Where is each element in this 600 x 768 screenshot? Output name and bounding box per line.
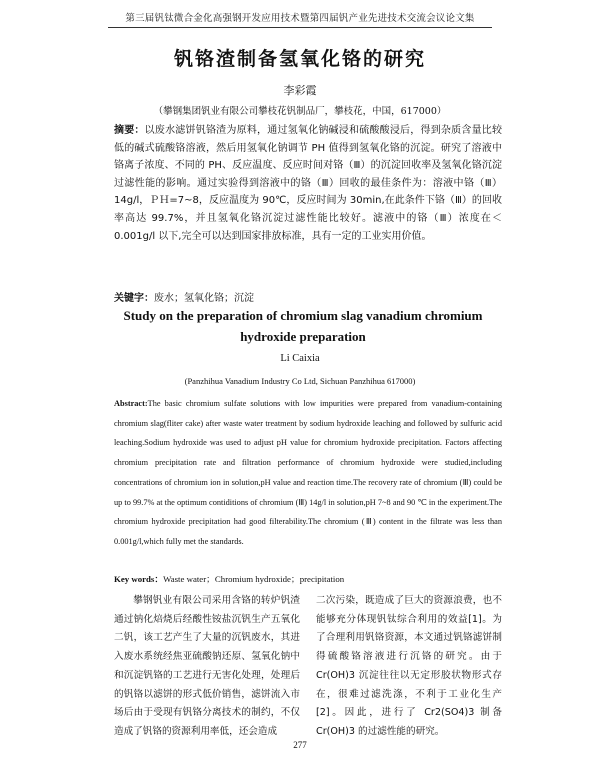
body-right-column xyxy=(316,592,502,742)
english-abstract xyxy=(114,394,502,552)
english-keywords-label: Key words： xyxy=(114,574,164,584)
english-abstract-label: Abstract: xyxy=(114,399,148,408)
chinese-abstract xyxy=(114,122,502,245)
english-keywords xyxy=(114,572,344,585)
chinese-keywords-label: 关键字： xyxy=(114,293,154,304)
chinese-affiliation: （攀钢集团钒业有限公司攀枝花钒制品厂，攀枝花，中国，617000） xyxy=(153,106,447,117)
body-right-paragraph: 二次污染，既造成了巨大的资源浪费，也不能够充分体现钒钛综合利用的效益[1]。为了合理利用钒铬资源，本文通过钒铬滤饼制得硫酸铬溶液进行沉铬的研究。由于 Cr(OH)3 沉淀往往以无定形胶状物形式存在，很难过滤洗涤，不利于工业化生产[2]。因此，进行了 Cr2(SO4)3 制备 Cr(OH)3 的过滤性能的研究。 xyxy=(316,595,502,737)
header-rule xyxy=(108,27,492,28)
english-affiliation: (Panzhihua Vanadium Industry Co Ltd, Sichuan Panzhihua 617000) xyxy=(184,376,416,386)
english-title: Study on the preparation of chromium slag vanadium chromium hydroxide preparation xyxy=(123,308,483,344)
english-keywords-text: Waste water；Chromium hydroxide；precipitation xyxy=(163,574,345,584)
chinese-abstract-label: 摘要： xyxy=(114,125,145,136)
chinese-abstract-text: 以废水滤饼钒铬渣为原料，通过氢氧化钠碱浸和硫酸酸浸后，得到杂质含量比较低的碱式硫酸铬溶液，然后用氢氧化钠调节 PH 值得到氢氧化铬的沉淀。研究了溶液中铬离子浓度、不同的 PH、反应温度、反应时间对铬（Ⅲ）的沉淀回收率及氢氧化铬沉淀过滤性能的影响。通过实验得到溶液中的铬（Ⅲ）回收的最佳条件为：溶液中铬（Ⅲ）14g/l，ＰＨ=7~8，反应温度为 90℃，反应时间为 30min,在此条件下铬（Ⅲ）的回收率高达 99.7%，并且氢氧化铬沉淀过滤性能比较好。滤液中的铬（Ⅲ）浓度在＜0.001g/l 以下,完全可以达到国家排放标准，具有一定的工业实用价值。 xyxy=(114,125,503,242)
english-author: Li Caixia xyxy=(280,353,320,364)
page-number: 277 xyxy=(293,740,307,750)
body-left-paragraph: 攀钢钒业有限公司采用含铬的转炉钒渣通过钠化焙烧后经酸性铵盐沉钒生产五氧化二钒，该工艺产生了大量的沉钒废水，其进入废水系统经焦亚硫酸钠还原、氢氧化钠中和沉淀钒铬的工艺进行无害化处理，处理后的钒铬以滤饼的形式低价销售，滤饼流入市场后由于受现有钒铬分离技术的制约，不仅造成了钒铬的资源利用率低，还会造成 xyxy=(114,595,300,737)
english-abstract-text: The basic chromium sulfate solutions with low impurities were prepared from vanadium-containing chromium slag(fliter cake) after waste water treatment by sodium hydroxide leaching and followed by sulfuric acid leaching.Sodium hydroxide was used to adjust pH value for chromium hydroxide precipitation. Factors affecting chromium precipitation rate and filtration performance of chromium hydroxide were studied,including concentrations of chromium ion in solution,pH value and reaction time.The recovery rate of chromium (Ⅲ) could be up to 99.7% at the optimum contiditions of chromium (Ⅲ) 14g/l in solution,pH 7~8 and 90 ℃ in the experiment.The chromium hydroxide precipitation had good filterability.The chromium (Ⅲ) content in the filtrate was less than 0.001g/l,which fully met the standards. xyxy=(114,399,502,546)
body-left-column xyxy=(114,592,300,742)
chinese-author: 李彩霞 xyxy=(283,84,317,97)
chinese-keywords-text: 废水；氢氧化铬；沉淀 xyxy=(154,293,254,304)
running-header: 第三届钒钛微合金化高强钢开发应用技术暨第四届钒产业先进技术交流会议论文集 xyxy=(125,13,475,24)
chinese-title: 钒铬渣制备氢氧化铬的研究 xyxy=(173,48,426,70)
chinese-keywords xyxy=(114,289,254,304)
